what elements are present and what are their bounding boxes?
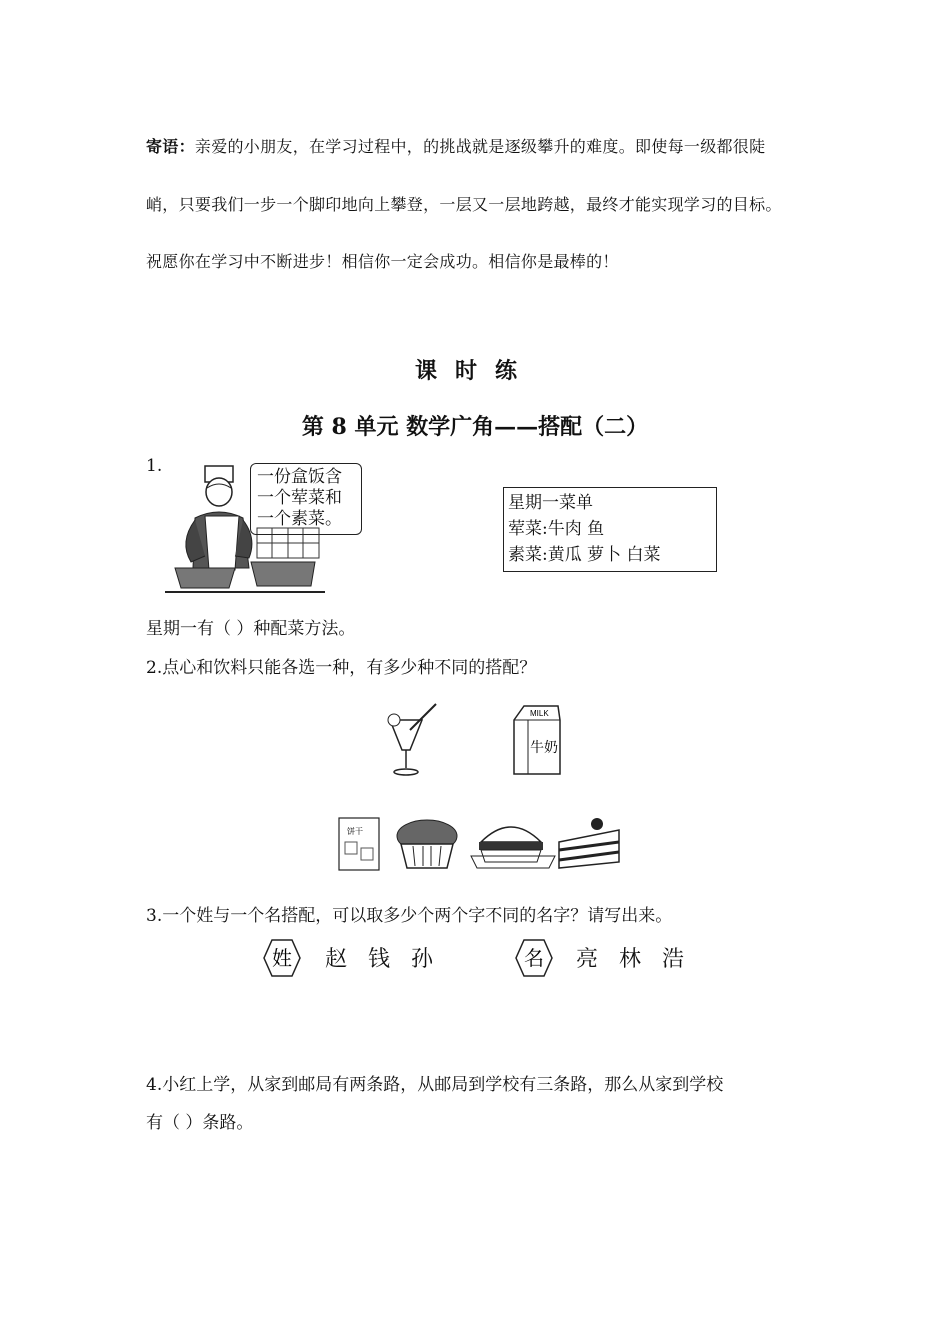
- page-subtitle: 第 8 单元 数学广角——搭配（二）: [301, 414, 649, 440]
- q3-text: 3.一个姓与一个名搭配，可以取多少个两个字不同的名字？请写出来。: [146, 906, 673, 926]
- juice-glass-icon: [384, 700, 444, 780]
- milk-carton-icon: [508, 700, 568, 780]
- surname-tag: 姓: [272, 946, 292, 970]
- surname-hexagon: [262, 938, 302, 978]
- q4-line-2: 有（ ）条路。: [146, 1113, 254, 1133]
- bubble-line-3: 一个素菜。: [257, 509, 342, 529]
- intro-line-3: 祝愿你在学习中不断进步！相信你一定会成功。相信你是最棒的！: [146, 252, 619, 271]
- intro-line-2: 峭，只要我们一步一个脚印地向上攀登，一层又一层地跨越，最终才能实现学习的目标。: [146, 195, 782, 214]
- intro-line-1: [146, 134, 765, 157]
- bubble-line-1: 一份盒饭含: [257, 467, 342, 487]
- bubble-line-2: 一个荤菜和: [257, 488, 342, 508]
- speech-bubble: [250, 463, 362, 535]
- menu-veg: 素菜:黄瓜 萝卜 白菜: [508, 545, 661, 565]
- intro-text-1: 亲爱的小朋友，在学习过程中，的挑战就是逐级攀升的难度。即使每一级都很陡: [194, 137, 766, 156]
- menu-title: 星期一菜单: [508, 493, 593, 513]
- cake-slice-icon: [559, 818, 619, 868]
- milk-top-text: MILK: [530, 709, 549, 718]
- q1-number: 1.: [146, 456, 163, 476]
- biscuit-bag-icon: [339, 818, 379, 870]
- milk-label: 牛奶: [530, 740, 558, 756]
- name-hexagon: [514, 938, 554, 978]
- name-tag: 名: [524, 946, 544, 970]
- q2-text: 2.点心和饮料只能各选一种，有多少种不同的搭配？: [146, 658, 537, 678]
- q1-question: 星期一有（ ）种配菜方法。: [146, 619, 356, 639]
- menu-meat: 荤菜:牛肉 鱼: [508, 519, 605, 539]
- menu-box: [503, 487, 717, 572]
- intro-label: 寄语：: [146, 137, 195, 156]
- name-options: 亮 林 浩: [576, 947, 684, 972]
- q4-line-1: 4.小红上学，从家到邮局有两条路，从邮局到学校有三条路，那么从家到学校: [146, 1075, 724, 1095]
- biscuit-label: 饼干: [347, 827, 363, 836]
- burger-icon: [471, 827, 555, 868]
- muffin-icon: [397, 820, 457, 868]
- surname-options: 赵 钱 孙: [325, 947, 433, 972]
- snacks-row: [335, 808, 635, 874]
- page-title: 课时练: [414, 358, 535, 384]
